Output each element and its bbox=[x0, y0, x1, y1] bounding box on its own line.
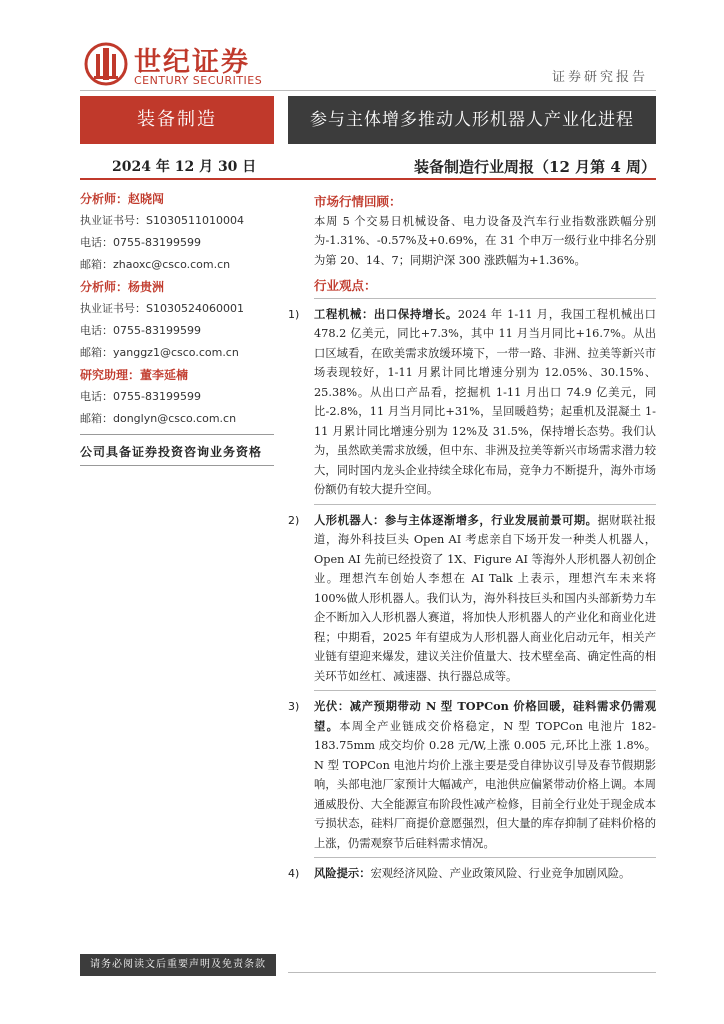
report-body bbox=[288, 192, 656, 884]
section-divider bbox=[314, 690, 656, 691]
analyst-license: 执业证书号：S1030511010004 bbox=[80, 214, 244, 227]
view-point-text: 据财联社报道，海外科技巨头 Open AI 考虑亲自下场开发一种类人机器人，Open AI 先前已经投资了 1X、Figure AI 等海外人形机器人初创企业。理想汽车创始人李想在 AI Talk 上表示，理想汽车未来将 100%做人形机器人。我们认为，海外科技巨头和国内头部新势力车企不断加入人形机器人赛道，将加快人形机器人的产业化和商业化进程；中期看，2025 年有望成为人形机器人商业化启动元年，相关产业链有望迎来爆发，建议关注价值量大、技术壁垒高、确定性高的相关环节如丝杠、减速器、执行器总成等。 bbox=[314, 513, 656, 683]
analyst-heading: 分析师：赵晓闯 bbox=[80, 192, 165, 206]
view-point-number: 1) bbox=[288, 307, 300, 321]
industry-banner: 装备制造 bbox=[80, 96, 274, 144]
section-divider bbox=[314, 857, 656, 858]
market-review-heading: 市场行情回顾： bbox=[314, 194, 402, 209]
market-review-text: 本周 5 个交易日机械设备、电力设备及汽车行业指数涨跌幅分别为-1.31%、-0.57%及+0.69%，在 31 个申万一级行业中排名分别为第 20、14、7；同期沪深 300 涨跌幅为+1.36%。 bbox=[314, 214, 656, 267]
view-point bbox=[288, 511, 656, 687]
view-point-number: 3) bbox=[288, 700, 300, 713]
report-type-label: 证券研究报告 bbox=[551, 70, 648, 85]
assistant-email[interactable]: 邮箱：donglyn@csco.com.cn bbox=[80, 412, 237, 425]
analyst-license: 执业证书号：S1030524060001 bbox=[80, 302, 244, 315]
analyst-email[interactable]: 邮箱：zhaoxc@csco.com.cn bbox=[80, 258, 231, 271]
view-point bbox=[288, 697, 656, 853]
analyst-email[interactable]: 邮箱：yanggz1@csco.com.cn bbox=[80, 346, 239, 359]
disclaimer-banner[interactable]: 请务必阅读文后重要声明及免责条款 bbox=[80, 954, 276, 976]
view-point bbox=[288, 864, 656, 884]
report-subtitle: 装备制造行业周报（12 月第 4 周） bbox=[414, 158, 656, 176]
view-point-number: 4) bbox=[288, 867, 300, 880]
panel-divider bbox=[80, 434, 274, 435]
view-point bbox=[288, 305, 656, 500]
view-point-text: 本周全产业链成交价格稳定，N 型 TOPCon 电池片 182-183.75mm 成交均价 0.28 元/W,上涨 0.005 元,环比上涨 1.8%。N 型 TOPCon 电池片均价上涨主要是受自律协议引导及春节假期影响，头部电池厂家预计大幅减产，电池供应偏紧带动价格上调。本周通威股份、大全能源宣布阶段性减产检修，目前全行业处于现金成本亏损状态，硅料厂商提价意愿强烈，但大量的库存抑制了硅料价格的上涨，仍需观察节后硅料需求情况。 bbox=[314, 719, 656, 850]
header-divider bbox=[80, 90, 656, 91]
assistant-phone: 电话：0755-83199599 bbox=[80, 390, 201, 403]
analyst-phone: 电话：0755-83199599 bbox=[80, 236, 201, 249]
title-divider bbox=[80, 178, 656, 180]
report-title: 参与主体增多推动人形机器人产业化进程 bbox=[288, 96, 656, 144]
view-point-lead: 风险提示： bbox=[314, 866, 371, 880]
century-securities-logo-icon bbox=[84, 42, 128, 86]
analyst-heading: 分析师：杨贵洲 bbox=[80, 280, 165, 294]
section-divider bbox=[314, 298, 656, 299]
view-point-lead: 光伏：减产预期带动 N 型 TOPCon 价格回暖，硅料需求仍需观望。 bbox=[314, 699, 656, 733]
analyst-panel bbox=[80, 186, 274, 466]
panel-divider bbox=[80, 465, 274, 466]
bottom-divider bbox=[288, 972, 656, 973]
qualification-note: 公司具备证券投资咨询业务资格 bbox=[80, 445, 263, 459]
view-point-lead: 工程机械：出口保持增长。 bbox=[314, 306, 458, 321]
brand-name-cn: 世纪证券 bbox=[134, 47, 250, 78]
brand-name-en: CENTURY SECURITIES bbox=[134, 74, 263, 87]
industry-views-heading: 行业观点： bbox=[314, 278, 377, 293]
assistant-heading: 研究助理：董李延楠 bbox=[80, 368, 189, 382]
view-point-text: 2024 年 1-11 月，我国工程机械出口 478.2 亿美元，同比+7.3%，其中 11 月当月同比+16.7%。从出口区域看，在欧美需求放缓环境下，一带一路、非洲、拉美等新兴市场表现较好，1-11 月累计同比增速分别为 12.05%、30.15%、25.38%。从出口产品看，挖掘机 1-11 月出口 74.9 亿美元，同比-2.8%，11 月当月同比+31%，呈回暖趋势；起重机及混凝土 1-11 月累计同比增速分别为 12%及 31.5%，保持增长态势。我们认为，虽然欧美需求放缓，但中东、非洲及拉美等新兴市场需求潜力较大，同时国内龙头企业持续全球化布局，竞争力不断提升，海外市场份额仍有较大提升空间。 bbox=[314, 307, 656, 496]
view-point-number: 2) bbox=[288, 513, 300, 527]
report-date: 2024 年 12 月 30 日 bbox=[112, 159, 257, 175]
view-point-text: 宏观经济风险、产业政策风险、行业竞争加剧风险。 bbox=[370, 867, 631, 880]
section-divider bbox=[314, 504, 656, 505]
view-point-lead: 人形机器人：参与主体逐渐增多，行业发展前景可期。 bbox=[314, 512, 598, 527]
analyst-phone: 电话：0755-83199599 bbox=[80, 324, 201, 337]
